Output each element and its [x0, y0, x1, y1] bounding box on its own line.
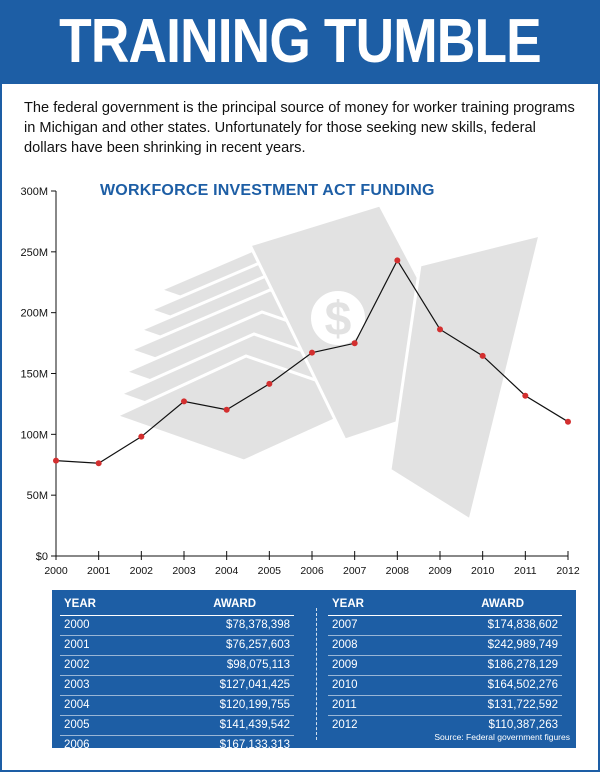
award-header: AWARD [213, 598, 256, 610]
x-tick-label: 2006 [300, 565, 324, 577]
header-banner [0, 0, 600, 84]
table-row [328, 656, 562, 676]
table-row [328, 616, 562, 636]
x-axis-labels [44, 565, 580, 577]
y-tick-label: 100M [20, 429, 48, 442]
year-cell: 2007 [332, 619, 358, 631]
award-cell: $110,387,263 [488, 719, 558, 731]
x-tick-label: 2003 [172, 565, 196, 577]
year-cell: 2008 [332, 639, 358, 651]
table-row [60, 716, 294, 736]
year-cell: 2000 [64, 619, 90, 631]
award-cell: $186,278,129 [487, 659, 558, 671]
table-row [60, 736, 294, 755]
award-cell: $76,257,603 [226, 639, 290, 651]
y-tick-label: 200M [20, 307, 48, 320]
table-row [60, 696, 294, 716]
data-point [352, 340, 358, 346]
data-point [181, 398, 187, 404]
y-tick-label: 50M [26, 490, 48, 503]
award-cell: $120,199,755 [219, 699, 290, 711]
year-cell: 2001 [64, 639, 90, 651]
year-header: YEAR [332, 598, 364, 610]
year-cell: 2004 [64, 699, 90, 711]
award-cell: $127,041,425 [219, 679, 290, 691]
table-row [60, 636, 294, 656]
table-right-column [328, 598, 562, 735]
x-tick-label: 2002 [129, 565, 154, 577]
award-table [52, 590, 576, 751]
table-row [328, 676, 562, 696]
data-point [522, 393, 528, 399]
award-cell: $174,838,602 [487, 619, 558, 631]
data-point [53, 458, 59, 464]
y-tick-label: 150M [20, 368, 48, 381]
data-point [480, 353, 486, 359]
table-row [328, 636, 562, 656]
award-cell: $164,502,276 [487, 679, 558, 691]
x-tick-label: 2007 [342, 565, 367, 577]
award-cell: $242,989,749 [487, 639, 558, 651]
data-point [96, 460, 102, 466]
page-title: TRAINING TUMBLE [59, 7, 541, 76]
award-cell: $167,133,313 [219, 739, 290, 751]
year-cell: 2002 [64, 659, 90, 671]
table-row [60, 676, 294, 696]
source-note: Source: Federal government figures [434, 732, 570, 742]
y-tick-label: 250M [20, 246, 48, 259]
award-cell: $78,378,398 [226, 619, 290, 631]
data-point [309, 350, 315, 356]
table-header [60, 598, 294, 612]
line-chart [0, 172, 600, 582]
year-header: YEAR [64, 598, 96, 610]
y-tick-label: $0 [35, 551, 48, 563]
data-point [224, 407, 230, 413]
x-tick-label: 2004 [214, 565, 239, 577]
year-cell: 2012 [332, 719, 358, 731]
data-point [565, 419, 571, 425]
data-point [394, 257, 400, 263]
award-cell: $141,439,542 [219, 719, 290, 731]
award-header: AWARD [481, 598, 524, 610]
x-tick-label: 2009 [428, 565, 452, 577]
x-tick-label: 2005 [257, 565, 282, 577]
data-point [266, 381, 272, 387]
table-row [328, 696, 562, 716]
dollar-bill-icon [116, 205, 540, 520]
x-tick-label: 2011 [514, 565, 537, 577]
chart-title: WORKFORCE INVESTMENT ACT FUNDING [100, 182, 435, 199]
data-point [138, 434, 144, 440]
table-divider [316, 608, 317, 740]
award-cell: $98,075,113 [226, 659, 290, 671]
table-header [328, 598, 562, 612]
year-cell: 2009 [332, 659, 358, 671]
intro-paragraph: The federal government is the principal source of money for worker training programs in Michigan and other states. Unfortunately for those seeking new skills, federal dollars have been shrinking in recent years. [24, 100, 575, 156]
x-tick-label: 2008 [385, 565, 410, 577]
x-tick-label: 2010 [470, 565, 495, 577]
year-cell: 2005 [64, 719, 90, 731]
data-point [437, 326, 443, 332]
svg-text:$: $ [324, 293, 352, 346]
year-cell: 2011 [332, 699, 357, 711]
x-tick-label: 2001 [86, 565, 111, 577]
table-row [60, 656, 294, 676]
year-cell: 2006 [64, 739, 90, 751]
x-tick-label: 2000 [44, 565, 68, 577]
y-axis-labels [20, 186, 48, 563]
award-cell: $131,722,592 [487, 699, 558, 711]
table-left-column [60, 598, 294, 755]
y-tick-label: 300M [20, 186, 48, 198]
x-tick-label: 2012 [556, 565, 580, 577]
year-cell: 2010 [332, 679, 358, 691]
year-cell: 2003 [64, 679, 90, 691]
table-row [60, 616, 294, 636]
